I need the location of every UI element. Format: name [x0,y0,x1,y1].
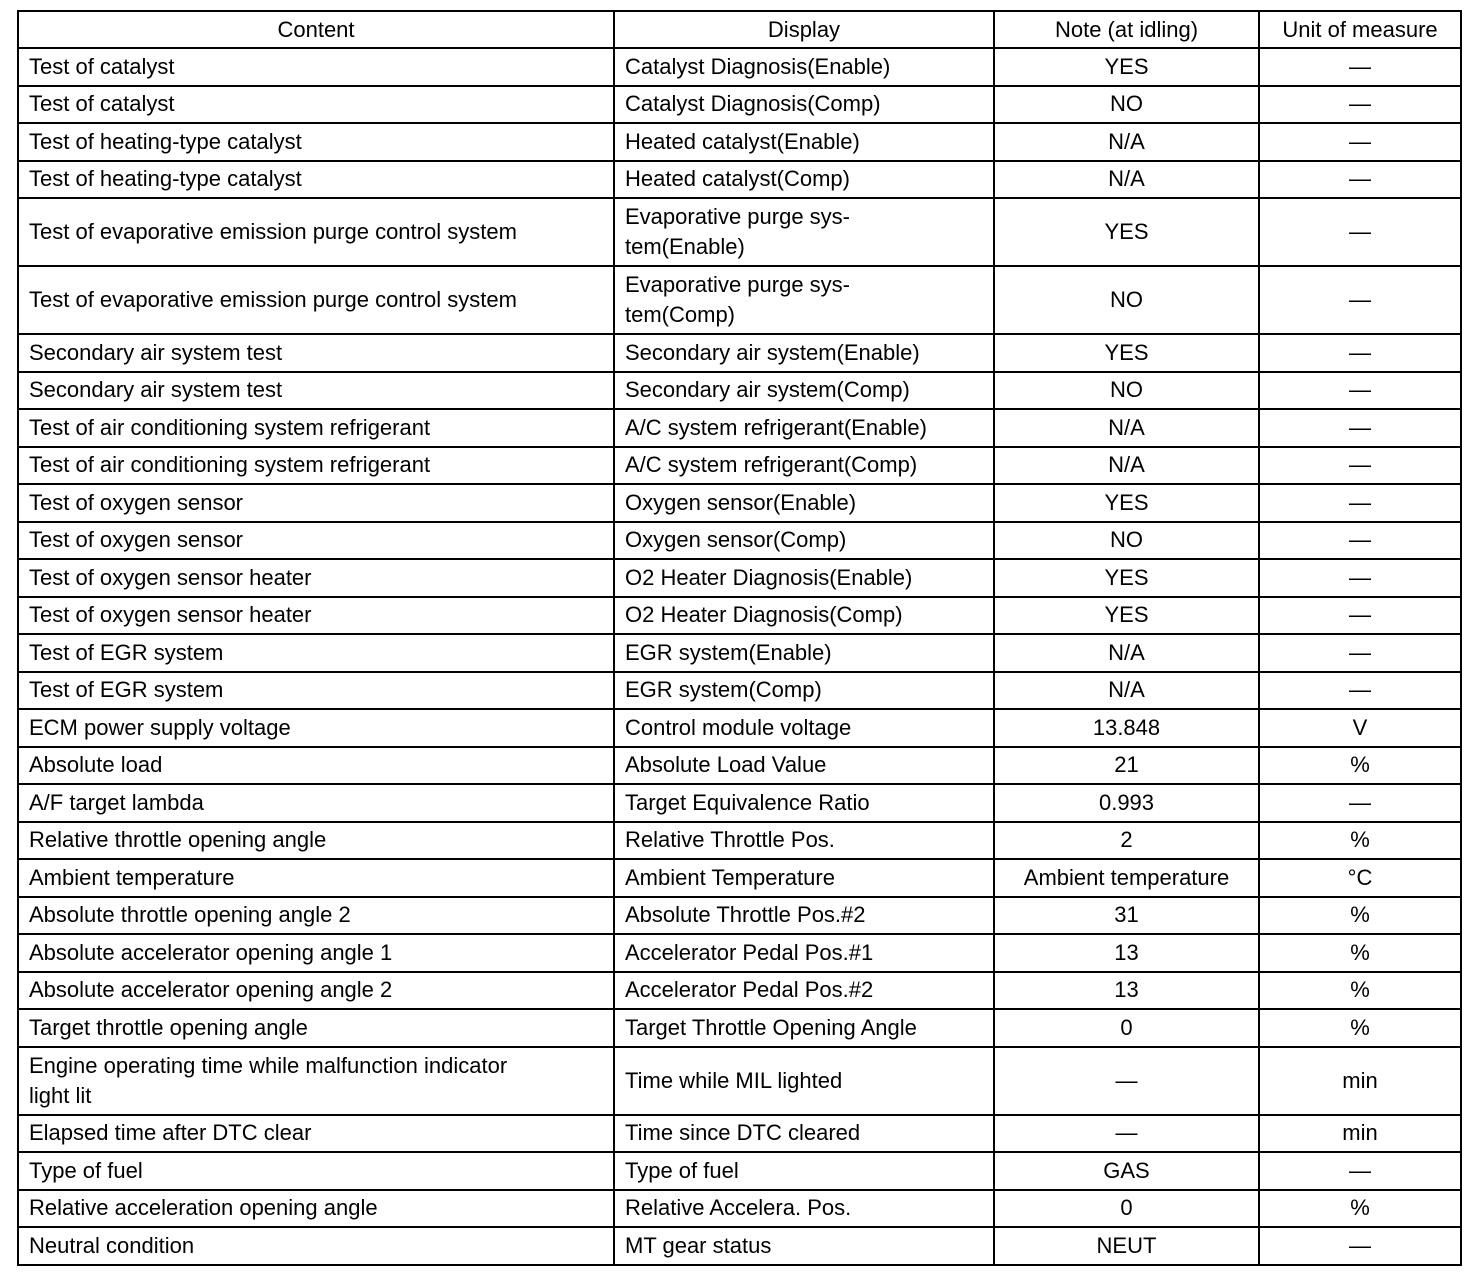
cell-display: Secondary air system(Comp) [614,372,994,410]
table-row [18,897,1461,935]
cell-unit: — [1259,123,1461,161]
header-unit: Unit of measure [1259,11,1461,48]
cell-note: YES [994,484,1259,522]
table-body [18,48,1461,1265]
cell-display: Oxygen sensor(Comp) [614,522,994,560]
data-monitor-table [17,10,1462,1266]
cell-unit: % [1259,1190,1461,1228]
table-row [18,123,1461,161]
cell-content: Absolute accelerator opening angle 2 [18,972,614,1010]
cell-unit: — [1259,198,1461,266]
cell-note: NO [994,372,1259,410]
cell-unit: — [1259,372,1461,410]
cell-display: Accelerator Pedal Pos.#2 [614,972,994,1010]
cell-display: Heated catalyst(Enable) [614,123,994,161]
cell-content: Test of air conditioning system refrigerant [18,447,614,485]
cell-note: YES [994,597,1259,635]
cell-content: Test of catalyst [18,86,614,124]
cell-note: YES [994,334,1259,372]
cell-display: Relative Accelera. Pos. [614,1190,994,1228]
cell-note: N/A [994,634,1259,672]
cell-display: Absolute Throttle Pos.#2 [614,897,994,935]
table-row [18,1047,1461,1115]
cell-note: NO [994,266,1259,334]
cell-content: Absolute accelerator opening angle 1 [18,934,614,972]
cell-note: 21 [994,747,1259,785]
cell-display: Ambient Temperature [614,859,994,897]
cell-note: — [994,1115,1259,1153]
cell-note: YES [994,559,1259,597]
table-row [18,1152,1461,1190]
table-row [18,859,1461,897]
header-display: Display [614,11,994,48]
cell-content: Test of EGR system [18,634,614,672]
table-row [18,372,1461,410]
cell-content: Absolute throttle opening angle 2 [18,897,614,935]
cell-display: Time since DTC cleared [614,1115,994,1153]
cell-display: A/C system refrigerant(Comp) [614,447,994,485]
cell-content: Test of oxygen sensor heater [18,597,614,635]
cell-unit: V [1259,709,1461,747]
table-row [18,1227,1461,1265]
cell-display: A/C system refrigerant(Enable) [614,409,994,447]
cell-content: Test of evaporative emission purge control system [18,198,614,266]
cell-unit: — [1259,447,1461,485]
cell-unit: — [1259,559,1461,597]
cell-note: YES [994,198,1259,266]
cell-display: Relative Throttle Pos. [614,822,994,860]
table-row [18,409,1461,447]
cell-content: Secondary air system test [18,334,614,372]
cell-content: Test of EGR system [18,672,614,710]
cell-note: 13 [994,972,1259,1010]
table-row [18,972,1461,1010]
cell-note: 13.848 [994,709,1259,747]
cell-content: Engine operating time while malfunction indicator light lit [18,1047,614,1115]
cell-content: Test of oxygen sensor [18,484,614,522]
cell-unit: % [1259,897,1461,935]
cell-note: N/A [994,672,1259,710]
cell-content: Target throttle opening angle [18,1009,614,1047]
table-row [18,747,1461,785]
table-row [18,709,1461,747]
table-row [18,1190,1461,1228]
cell-note: 0.993 [994,784,1259,822]
cell-note: N/A [994,409,1259,447]
cell-unit: — [1259,48,1461,86]
cell-note: N/A [994,161,1259,199]
cell-unit: — [1259,597,1461,635]
cell-note: GAS [994,1152,1259,1190]
cell-display: Absolute Load Value [614,747,994,785]
cell-unit: — [1259,266,1461,334]
header-content: Content [18,11,614,48]
cell-unit: % [1259,747,1461,785]
table-row [18,484,1461,522]
cell-note: N/A [994,447,1259,485]
cell-unit: % [1259,934,1461,972]
cell-note: NEUT [994,1227,1259,1265]
cell-content: Test of heating-type catalyst [18,161,614,199]
cell-content: A/F target lambda [18,784,614,822]
cell-unit: °C [1259,859,1461,897]
table-row [18,447,1461,485]
cell-content: Test of oxygen sensor heater [18,559,614,597]
cell-note: N/A [994,123,1259,161]
cell-unit: — [1259,784,1461,822]
cell-unit: — [1259,1152,1461,1190]
table-row [18,48,1461,86]
cell-unit: — [1259,334,1461,372]
cell-note: 0 [994,1009,1259,1047]
cell-content: Test of oxygen sensor [18,522,614,560]
cell-unit: % [1259,1009,1461,1047]
cell-unit: — [1259,484,1461,522]
cell-content: Absolute load [18,747,614,785]
cell-unit: min [1259,1047,1461,1115]
cell-unit: — [1259,86,1461,124]
cell-display: Time while MIL lighted [614,1047,994,1115]
cell-note: 0 [994,1190,1259,1228]
cell-display: EGR system(Enable) [614,634,994,672]
table-row [18,934,1461,972]
cell-content: Type of fuel [18,1152,614,1190]
cell-display: Heated catalyst(Comp) [614,161,994,199]
cell-display: O2 Heater Diagnosis(Enable) [614,559,994,597]
cell-unit: — [1259,672,1461,710]
cell-unit: — [1259,409,1461,447]
cell-unit: % [1259,822,1461,860]
cell-content: Ambient temperature [18,859,614,897]
cell-note: Ambient temperature [994,859,1259,897]
table-row [18,559,1461,597]
cell-note: 13 [994,934,1259,972]
cell-note: 2 [994,822,1259,860]
cell-display: Evaporative purge sys- tem(Comp) [614,266,994,334]
cell-display: Catalyst Diagnosis(Enable) [614,48,994,86]
cell-display: Target Equivalence Ratio [614,784,994,822]
cell-display: Control module voltage [614,709,994,747]
cell-content: ECM power supply voltage [18,709,614,747]
cell-unit: — [1259,634,1461,672]
table-row [18,822,1461,860]
table-row [18,634,1461,672]
table-row [18,522,1461,560]
cell-unit: — [1259,522,1461,560]
cell-display: MT gear status [614,1227,994,1265]
table-row [18,784,1461,822]
cell-content: Secondary air system test [18,372,614,410]
cell-display: Secondary air system(Enable) [614,334,994,372]
cell-display: Oxygen sensor(Enable) [614,484,994,522]
table-row [18,334,1461,372]
cell-note: — [994,1047,1259,1115]
cell-note: YES [994,48,1259,86]
cell-unit: min [1259,1115,1461,1153]
table-row [18,1009,1461,1047]
cell-unit: — [1259,161,1461,199]
cell-unit: — [1259,1227,1461,1265]
table-row [18,672,1461,710]
header-note: Note (at idling) [994,11,1259,48]
cell-content: Test of evaporative emission purge control system [18,266,614,334]
cell-note: NO [994,86,1259,124]
table-row [18,597,1461,635]
cell-display: Type of fuel [614,1152,994,1190]
table-row [18,1115,1461,1153]
cell-content: Elapsed time after DTC clear [18,1115,614,1153]
cell-display: Catalyst Diagnosis(Comp) [614,86,994,124]
cell-display: Accelerator Pedal Pos.#1 [614,934,994,972]
cell-note: NO [994,522,1259,560]
cell-display: Evaporative purge sys- tem(Enable) [614,198,994,266]
cell-display: EGR system(Comp) [614,672,994,710]
cell-display: O2 Heater Diagnosis(Comp) [614,597,994,635]
cell-content: Relative acceleration opening angle [18,1190,614,1228]
table-row [18,198,1461,266]
cell-unit: % [1259,972,1461,1010]
cell-content: Test of catalyst [18,48,614,86]
cell-display: Target Throttle Opening Angle [614,1009,994,1047]
table-row [18,266,1461,334]
table-row [18,161,1461,199]
cell-content: Neutral condition [18,1227,614,1265]
table-row [18,86,1461,124]
cell-content: Relative throttle opening angle [18,822,614,860]
cell-note: 31 [994,897,1259,935]
header-row [18,11,1461,48]
cell-content: Test of heating-type catalyst [18,123,614,161]
cell-content: Test of air conditioning system refrigerant [18,409,614,447]
